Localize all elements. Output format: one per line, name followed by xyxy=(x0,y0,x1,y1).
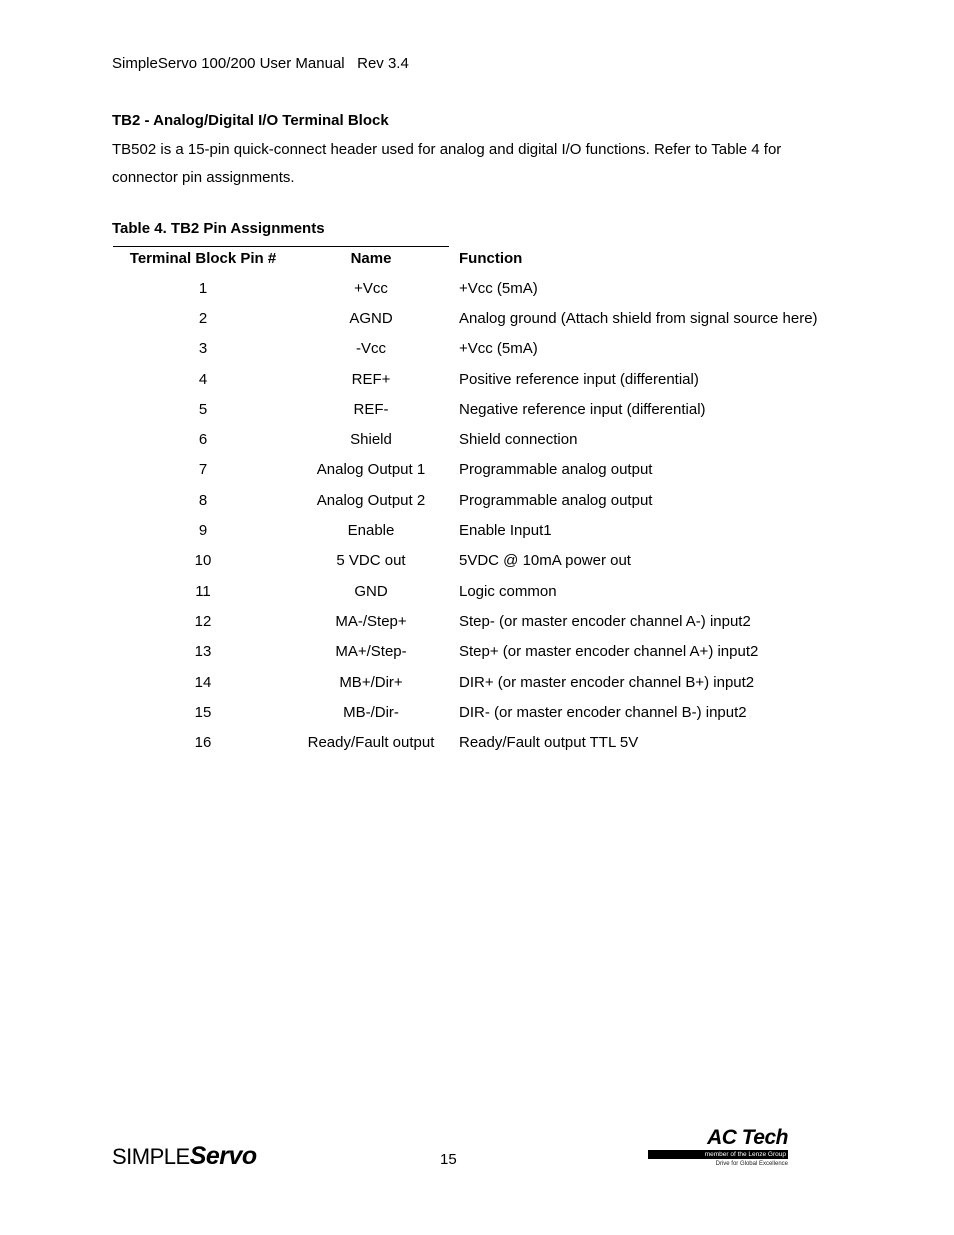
cell-function: Step- (or master encoder channel A-) input2 xyxy=(459,612,751,630)
cell-name: Analog Output 1 xyxy=(316,461,426,479)
cell-function: DIR+ (or master encoder channel B+) input2 xyxy=(459,673,755,691)
cell-pin: 16 xyxy=(194,734,212,752)
cell-pin: 12 xyxy=(194,612,212,630)
cell-name: AGND xyxy=(349,309,393,327)
cell-function: Enable Input1 xyxy=(459,522,552,540)
actech-brand: AC Tech xyxy=(707,1126,788,1149)
cell-name: GND xyxy=(354,582,388,600)
cell-name: Ready/Fault output xyxy=(307,734,435,752)
cell-function: Logic common xyxy=(459,582,557,600)
cell-function: Programmable analog output xyxy=(459,491,653,509)
table-row xyxy=(113,546,859,576)
actech-logo xyxy=(648,1126,790,1172)
cell-function: +Vcc (5mA) xyxy=(459,279,538,297)
header-name: Name xyxy=(350,249,392,267)
cell-pin: 7 xyxy=(198,461,208,479)
actech-tagline: Drive for Global Excellence xyxy=(715,1161,788,1167)
table-caption: Table 4. TB2 Pin Assignments xyxy=(112,220,325,237)
cell-name: Enable xyxy=(347,522,395,540)
table-row xyxy=(113,637,859,667)
cell-function: Programmable analog output xyxy=(459,461,653,479)
cell-pin: 13 xyxy=(194,643,212,661)
cell-name: MA+/Step- xyxy=(335,643,407,661)
cell-function: Shield connection xyxy=(459,431,578,449)
cell-name: MB-/Dir- xyxy=(343,703,399,721)
cell-pin: 11 xyxy=(195,582,211,600)
cell-pin: 14 xyxy=(194,673,212,691)
cell-name: REF+ xyxy=(351,370,391,388)
cell-pin: 15 xyxy=(194,703,212,721)
cell-name: REF- xyxy=(353,400,389,418)
table-row xyxy=(113,273,859,303)
table-row xyxy=(113,606,859,636)
table-row xyxy=(113,364,859,394)
cell-function: 5VDC @ 10mA power out xyxy=(459,552,631,570)
cell-name: 5 VDC out xyxy=(336,552,406,570)
logo-servo-text: Servo xyxy=(189,1142,257,1170)
table-row xyxy=(113,394,859,424)
section-title: TB2 - Analog/Digital I/O Terminal Block xyxy=(112,112,389,129)
section-intro: TB502 is a 15-pin quick-connect header used for analog and digital I/O functions. Refer to Table 4 for connector pin assignments. xyxy=(112,141,782,186)
cell-pin: 1 xyxy=(198,279,208,297)
table-header-row xyxy=(113,243,859,273)
cell-name: Analog Output 2 xyxy=(316,491,426,509)
cell-pin: 5 xyxy=(198,400,208,418)
table-row xyxy=(113,667,859,697)
table-row xyxy=(113,727,859,757)
header-function: Function xyxy=(459,249,523,267)
table-row xyxy=(113,485,859,515)
cell-pin: 10 xyxy=(194,552,212,570)
table-row xyxy=(113,515,859,545)
page-number: 15 xyxy=(440,1151,457,1168)
cell-pin: 2 xyxy=(198,309,208,327)
table-row xyxy=(113,697,859,727)
cell-function: Positive reference input (differential) xyxy=(459,370,699,388)
cell-pin: 4 xyxy=(198,370,208,388)
cell-pin: 9 xyxy=(198,522,208,540)
table-row xyxy=(113,334,859,364)
table-row xyxy=(113,576,859,606)
table-row xyxy=(113,455,859,485)
table-row xyxy=(113,303,859,333)
cell-function: Analog ground (Attach shield from signal source here) xyxy=(459,309,818,327)
cell-function: Step+ (or master encoder channel A+) input2 xyxy=(459,643,759,661)
cell-function: DIR- (or master encoder channel B-) input2 xyxy=(459,703,747,721)
simpleservo-logo xyxy=(112,1140,272,1170)
cell-pin: 3 xyxy=(198,340,208,358)
actech-member-text: member of the Lenze Group xyxy=(704,1151,786,1158)
cell-name: +Vcc xyxy=(354,279,388,297)
page-header: SimpleServo 100/200 User Manual Rev 3.4 xyxy=(112,55,409,72)
header-pin: Terminal Block Pin # xyxy=(129,249,277,267)
cell-pin: 8 xyxy=(198,491,208,509)
cell-function: Negative reference input (differential) xyxy=(459,400,706,418)
table-row xyxy=(113,424,859,454)
pin-assignments-table xyxy=(113,243,859,758)
cell-name: MB+/Dir+ xyxy=(339,673,403,691)
cell-name: MA-/Step+ xyxy=(335,612,407,630)
cell-name: -Vcc xyxy=(356,340,386,358)
logo-simple-text: SIMPLE xyxy=(112,1144,190,1169)
cell-function: Ready/Fault output TTL 5V xyxy=(459,734,639,752)
cell-function: +Vcc (5mA) xyxy=(459,340,538,358)
svg-text:SIMPLEServo xyxy=(112,1142,257,1170)
cell-name: Shield xyxy=(350,431,392,449)
cell-pin: 6 xyxy=(198,431,208,449)
